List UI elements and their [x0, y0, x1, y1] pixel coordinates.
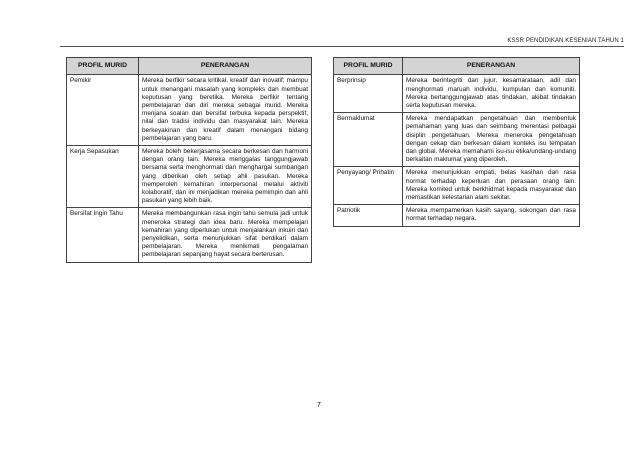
- profil-cell: Penyayang/ Prihatin: [334, 167, 403, 205]
- table-row: [67, 75, 312, 146]
- penerangan-cell: Mereka berfikir secara kritikal, kreatif dan inovatif; mampu untuk menangani masalah yang kompleks dan membuat keputusan yang beretika. Mereka berfikir tentang pembelajaran dan diri mereka sebagai murid. Mereka menjana soalan dan bersifat terbuka kepada perspektif, nilai dan tradisi individu dan masyarakat lain. Mereka berkeyakinan dan kreatif dalam menangani bidang pembelajaran yang baru.: [139, 75, 312, 146]
- profil-cell: Bersifat Ingin Tahu: [67, 208, 139, 262]
- column-header-penerangan: PENERANGAN: [139, 58, 312, 75]
- penerangan-cell: Mereka mendapatkan pengetahuan dan membentuk pemahaman yang luas dan seimbang merentasi pelbagai disiplin pengetahuan. Mereka meneroka pengetahuan dengan cekap dan berkesan dalam konteks isu tempatan dan global. Mereka memahami isu-isu etika/undang-undang berkaitan maklumat yang diperoleh.: [403, 113, 580, 167]
- header-divider: [60, 46, 624, 47]
- profil-cell: Patriotik: [334, 205, 403, 226]
- table-row: [334, 205, 580, 226]
- table-row: [334, 75, 580, 113]
- column-header-profil: PROFIL MURID: [334, 58, 403, 75]
- penerangan-cell: Mereka menunjukkan empati, belas kasihan dan rasa hormat terhadap keperluan dan perasaan orang lain. Mereka komited untuk berkhidmat kepada masyarakat dan memastikan kelestarian alam sekitar.: [403, 167, 580, 205]
- page-number: 7: [317, 402, 321, 409]
- table-row: [334, 167, 580, 205]
- penerangan-cell: Mereka mempamerkan kasih sayang, sokongan dan rasa hormat terhadap negara.: [403, 205, 580, 226]
- profil-cell: Berprinsip: [334, 75, 403, 113]
- table-row: [67, 146, 312, 208]
- penerangan-cell: Mereka boleh bekerjasama secara berkesan dan harmoni dengan orang lain. Mereka menggalas tanggungjawab bersama serta menghormati dan menghargai sumbangan yang diberikan oleh setiap ahli pasukan. Mereka memperoleh kemahiran interpersonal melalui aktiviti kolaboratif, dan ini menjadikan mereka pemimpin dan ahli pasukan yang lebih baik.: [139, 146, 312, 208]
- column-header-penerangan: PENERANGAN: [403, 58, 580, 75]
- profil-murid-table-left: [66, 57, 312, 263]
- profil-cell: Kerja Sepasukan: [67, 146, 139, 208]
- column-header-profil: PROFIL MURID: [67, 58, 139, 75]
- document-header-title: KSSR PENDIDIKAN KESENIAN TAHUN 1: [507, 38, 624, 44]
- table-row: [334, 113, 580, 167]
- table-row: [67, 208, 312, 262]
- profil-cell: Pemikir: [67, 75, 139, 146]
- profil-murid-table-right: [333, 57, 580, 227]
- profil-cell: Bermaklumat: [334, 113, 403, 167]
- penerangan-cell: Mereka membangunkan rasa ingin tahu semula jadi untuk meneroka strategi dan idea baru. Mereka mempelajari kemahiran yang diperlukan untuk menjalankan inkuiri dan penyelidikan, serta menunjukkan sifat berdikari dalam pembelajaran. Mereka menikmati pengalaman pembelajaran sepanjang hayat secara berterusan.: [139, 208, 312, 262]
- penerangan-cell: Mereka berintegriti dan jujur, kesamarataan, adil dan menghormati maruah individu, kumpulan dan komuniti. Mereka bertanggungjawab atas tindakan, akibat tindakan serta keputusan mereka.: [403, 75, 580, 113]
